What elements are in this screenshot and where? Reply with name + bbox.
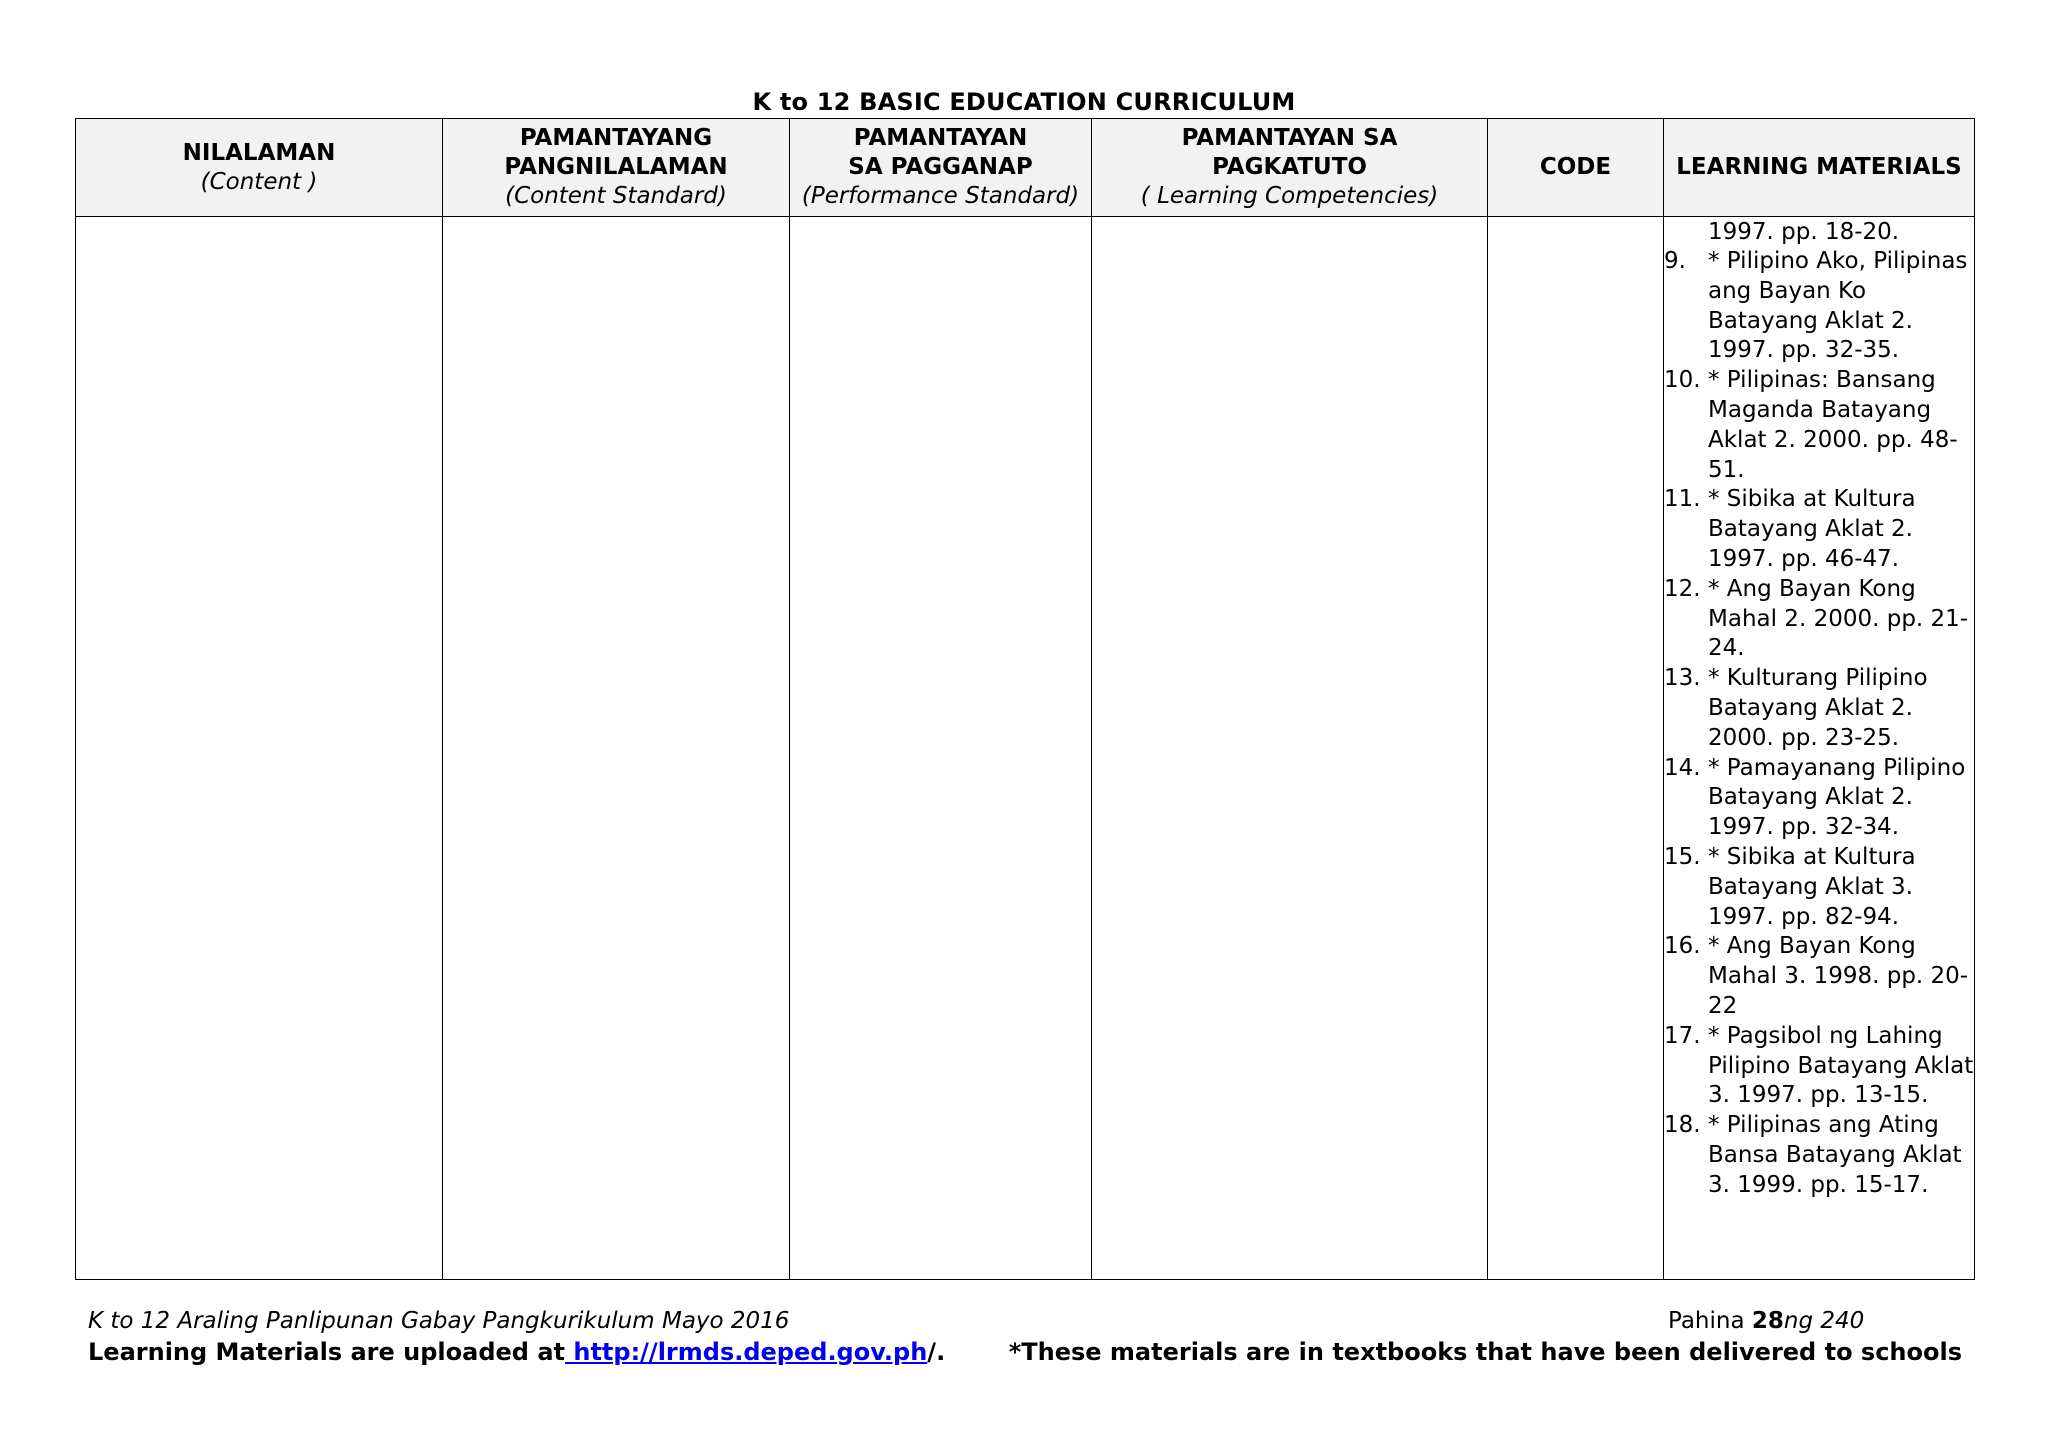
header-code	[1488, 119, 1664, 217]
cell-learning-competencies	[1092, 217, 1488, 1280]
document-title: K to 12 BASIC EDUCATION CURRICULUM	[752, 88, 1296, 116]
header-content-subtitle: (Content )	[200, 168, 318, 195]
header-learning-competencies	[1092, 119, 1488, 217]
header-learning-competencies-line-2: PAGKATUTO	[1212, 154, 1367, 180]
curriculum-table	[75, 118, 1975, 1280]
header-performance-standard	[790, 119, 1092, 217]
page-number: 28	[1751, 1308, 1784, 1334]
list-item-text: * Pilipinas ang Ating Bansa Batayang Aklat 3. 1999. pp. 15-17.	[1708, 1112, 1962, 1198]
list-item-number: 15.	[1664, 843, 1701, 870]
list-item-number: 9.	[1664, 248, 1686, 274]
table-row	[76, 217, 1975, 1280]
list-item-text: * Sibika at Kultura Batayang Aklat 3. 1997. pp. 82-94.	[1708, 843, 1916, 930]
header-learning-competencies-line-1: PAMANTAYAN SA	[1181, 125, 1398, 151]
list-item	[1664, 664, 1974, 753]
cell-code	[1488, 217, 1664, 1280]
list-item	[1664, 247, 1974, 366]
list-item-text: * Sibika at Kultura Batayang Aklat 2. 1997. pp. 46-47.	[1708, 486, 1916, 572]
list-item-text: * Pilipinas: Bansang Maganda Batayang Aklat 2. 2000. pp. 48-51.	[1708, 367, 1958, 483]
footer-page-indicator	[1668, 1308, 1864, 1334]
list-item	[1664, 1022, 1974, 1111]
list-item-text: * Pilipino Ako, Pilipinas ang Bayan Ko Batayang Aklat 2. 1997. pp. 32-35.	[1708, 248, 1968, 364]
list-item-number: 16.	[1664, 933, 1701, 960]
list-item-number: 18.	[1664, 1112, 1701, 1139]
list-item	[1664, 1111, 1974, 1200]
list-item	[1664, 366, 1974, 485]
page-label: Pahina	[1668, 1308, 1752, 1334]
list-item-number: 17.	[1664, 1022, 1701, 1049]
header-performance-standard-line-1: PAMANTAYAN	[853, 125, 1028, 151]
header-learning-competencies-subtitle: ( Learning Competencies)	[1140, 183, 1439, 209]
list-item	[1664, 485, 1974, 574]
list-item-text: * Pamayanang Pilipino Batayang Aklat 2. 1997. pp. 32-34.	[1708, 754, 1966, 841]
list-item	[1664, 843, 1974, 932]
page-total: ng 240	[1783, 1308, 1865, 1334]
list-item-number: 13.	[1664, 665, 1701, 692]
header-content-standard-line-2: PANGNILALAMAN	[504, 154, 728, 180]
cell-performance-standard	[790, 217, 1092, 1280]
header-content-standard-line-1: PAMANTAYANG	[519, 125, 713, 151]
list-item-number: 12.	[1664, 575, 1701, 602]
table-header-row	[76, 119, 1975, 217]
list-item-text: * Kulturang Pilipino Batayang Aklat 2. 2000. pp. 23-25.	[1708, 665, 1928, 751]
lrmds-link[interactable]: http://lrmds.deped.gov.ph	[565, 1338, 928, 1366]
footer-guide-title: K to 12 Araling Panlipunan Gabay Pangkurikulum Mayo 2016	[88, 1308, 790, 1334]
header-content-standard	[443, 119, 790, 217]
list-item	[1664, 575, 1974, 664]
header-performance-standard-subtitle: (Performance Standard)	[801, 183, 1080, 209]
list-item-text: * Pagsibol ng Lahing Pilipino Batayang Aklat 3. 1997. pp. 13-15.	[1708, 1022, 1974, 1109]
header-content	[76, 119, 443, 217]
list-item-number: 11.	[1664, 486, 1701, 513]
materials-continuation-line: 1997. pp. 18-20.	[1708, 219, 1900, 245]
cell-learning-materials	[1664, 217, 1975, 1280]
cell-content-standard	[443, 217, 790, 1280]
header-learning-materials	[1664, 119, 1975, 217]
header-content-title: NILALAMAN	[182, 139, 336, 166]
upload-note-suffix: /.	[927, 1338, 946, 1366]
list-item	[1664, 932, 1974, 1021]
list-item-text: * Ang Bayan Kong Mahal 2. 2000. pp. 21-24.	[1708, 575, 1969, 662]
list-item	[1664, 754, 1974, 843]
list-item-number: 10.	[1664, 367, 1701, 394]
header-performance-standard-line-2: SA PAGGANAP	[848, 154, 1033, 180]
header-code-title: CODE	[1539, 154, 1612, 180]
header-content-standard-subtitle: (Content Standard)	[505, 183, 727, 209]
footer-textbook-note: *These materials are in textbooks that have been delivered to schools	[1008, 1338, 1962, 1366]
cell-content	[76, 217, 443, 1280]
materials-list	[1664, 247, 1974, 1201]
upload-note-prefix: Learning Materials are uploaded at	[88, 1338, 565, 1366]
header-learning-materials-title: LEARNING MATERIALS	[1676, 154, 1962, 180]
footer-upload-note	[88, 1338, 945, 1366]
list-item-number: 14.	[1664, 754, 1701, 781]
list-item-text: * Ang Bayan Kong Mahal 3. 1998. pp. 20-22	[1708, 933, 1969, 1019]
